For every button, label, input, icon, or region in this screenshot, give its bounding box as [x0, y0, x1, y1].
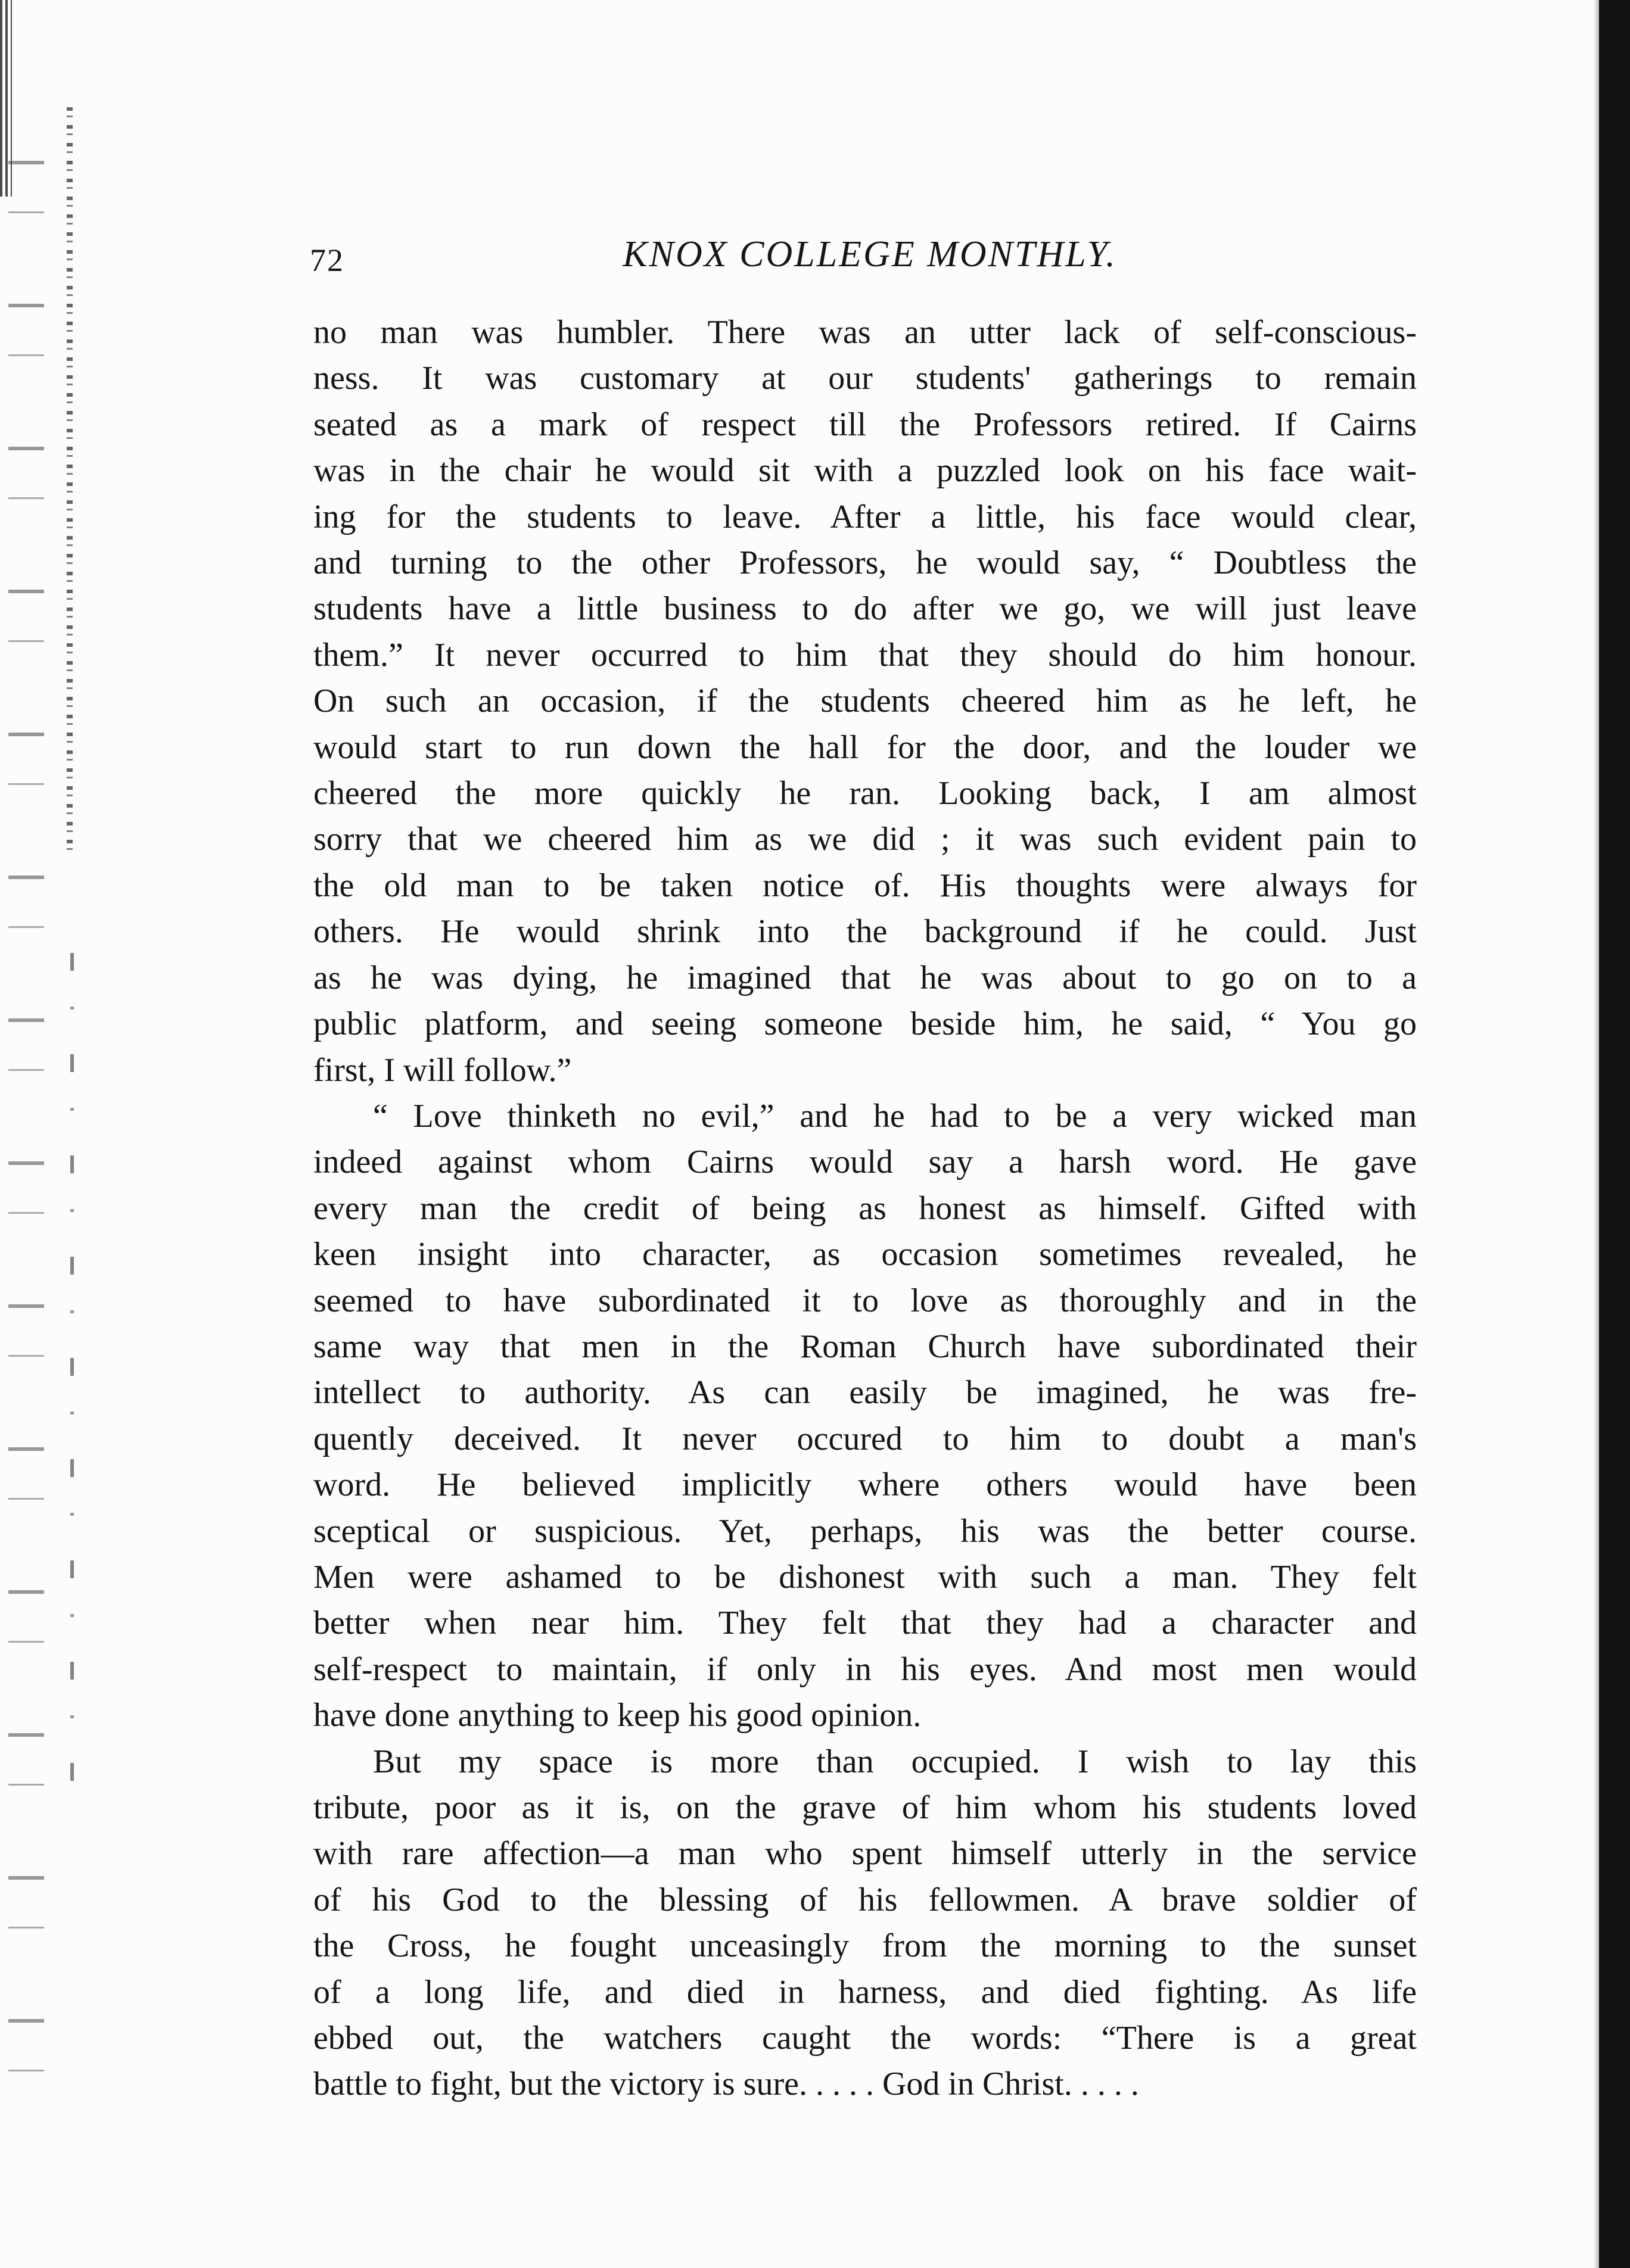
text-line: sceptical or suspicious. Yet, perhaps, his was the better course. [313, 1512, 1417, 1550]
text-line: them.” It never occurred to him that they should do him honour. [313, 636, 1417, 674]
page-edge-shadow [1593, 0, 1599, 2268]
text-line: tribute, poor as it is, on the grave of him whom his students loved [313, 1789, 1417, 1826]
page-edge-dark-band [1599, 0, 1630, 2268]
page-number: 72 [310, 242, 344, 278]
binding-gutter [0, 0, 113, 2268]
text-line: ness. It was customary at our students' gatherings to remain [313, 360, 1417, 397]
text-line: cheered the more quickly he ran. Looking back, I am almost [313, 775, 1417, 812]
text-line: self-respect to maintain, if only in his eyes. And most men would [313, 1650, 1417, 1688]
article-body [313, 310, 1417, 2108]
text-line: ing for the students to leave. After a little, his face would clear, [313, 498, 1417, 535]
text-line: better when near him. They felt that they had a character and [313, 1605, 1417, 1642]
text-line: Men were ashamed to be dishonest with such a man. They felt [313, 1558, 1417, 1596]
text-line: the old man to be taken notice of. His thoughts were always for [313, 867, 1417, 904]
text-line: of a long life, and died in harness, and died fighting. As life [313, 1973, 1417, 2011]
text-line: as he was dying, he imagined that he was about to go on to a [313, 959, 1417, 996]
text-line: seemed to have subordinated it to love as thoroughly and in the [313, 1282, 1417, 1319]
text-line: others. He would shrink into the background if he could. Just [313, 913, 1417, 951]
text-line: word. He believed implicitly where others would have been [313, 1466, 1417, 1504]
text-line: and turning to the other Professors, he would say, “ Doubtless the [313, 544, 1417, 582]
binding-stitch-line [67, 107, 73, 852]
paragraph-3 [313, 1739, 1417, 2108]
binding-stitch-line-lower [70, 953, 74, 1787]
running-head: KNOX COLLEGE MONTHLY. [623, 234, 1117, 275]
paragraph-1 [313, 310, 1417, 1094]
text-line: students have a little business to do after we go, we will just leave [313, 590, 1417, 628]
text-line: indeed against whom Cairns would say a harsh word. He gave [313, 1144, 1417, 1181]
text-line: seated as a mark of respect till the Professors retired. If Cairns [313, 406, 1417, 443]
text-line: quently deceived. It never occured to him to doubt a man's [313, 1420, 1417, 1457]
text-line: every man the credit of being as honest as himself. Gifted with [313, 1189, 1417, 1227]
text-line: public platform, and seeing someone beside him, he said, “ You go [313, 1005, 1417, 1043]
text-line: battle to fight, but the victory is sure. . . . . God in Christ. . . . . [313, 2066, 1139, 2103]
page-header [310, 233, 1418, 287]
text-line: intellect to authority. As can easily be imagined, he was fre- [313, 1374, 1417, 1412]
text-line: “ Love thinketh no evil,” and he had to be a very wicked man [373, 1097, 1417, 1135]
paragraph-2 [313, 1094, 1417, 1739]
text-line: would start to run down the hall for the door, and the louder we [313, 728, 1417, 766]
text-line: was in the chair he would sit with a puzzled look on his face wait- [313, 452, 1417, 490]
text-line: first, I will follow.” [313, 1051, 572, 1089]
text-line: ebbed out, the watchers caught the words: “There is a great [313, 2020, 1417, 2057]
binding-specks [8, 119, 44, 2144]
text-line: But my space is more than occupied. I wish to lay this [373, 1743, 1417, 1780]
text-line: same way that men in the Roman Church have subordinated their [313, 1328, 1417, 1365]
text-line: sorry that we cheered him as we did ; it was such evident pain to [313, 821, 1417, 858]
text-line: On such an occasion, if the students cheered him as he left, he [313, 683, 1417, 720]
text-line: keen insight into character, as occasion sometimes revealed, he [313, 1236, 1417, 1273]
text-line: no man was humbler. There was an utter lack of self-conscious- [313, 314, 1417, 351]
text-line: of his God to the blessing of his fellowmen. A brave soldier of [313, 1881, 1417, 1918]
text-line: have done anything to keep his good opinion. [313, 1697, 922, 1734]
text-line: the Cross, he fought unceasingly from the morning to the sunset [313, 1927, 1417, 1965]
text-line: with rare affection—a man who spent himself utterly in the service [313, 1835, 1417, 1873]
